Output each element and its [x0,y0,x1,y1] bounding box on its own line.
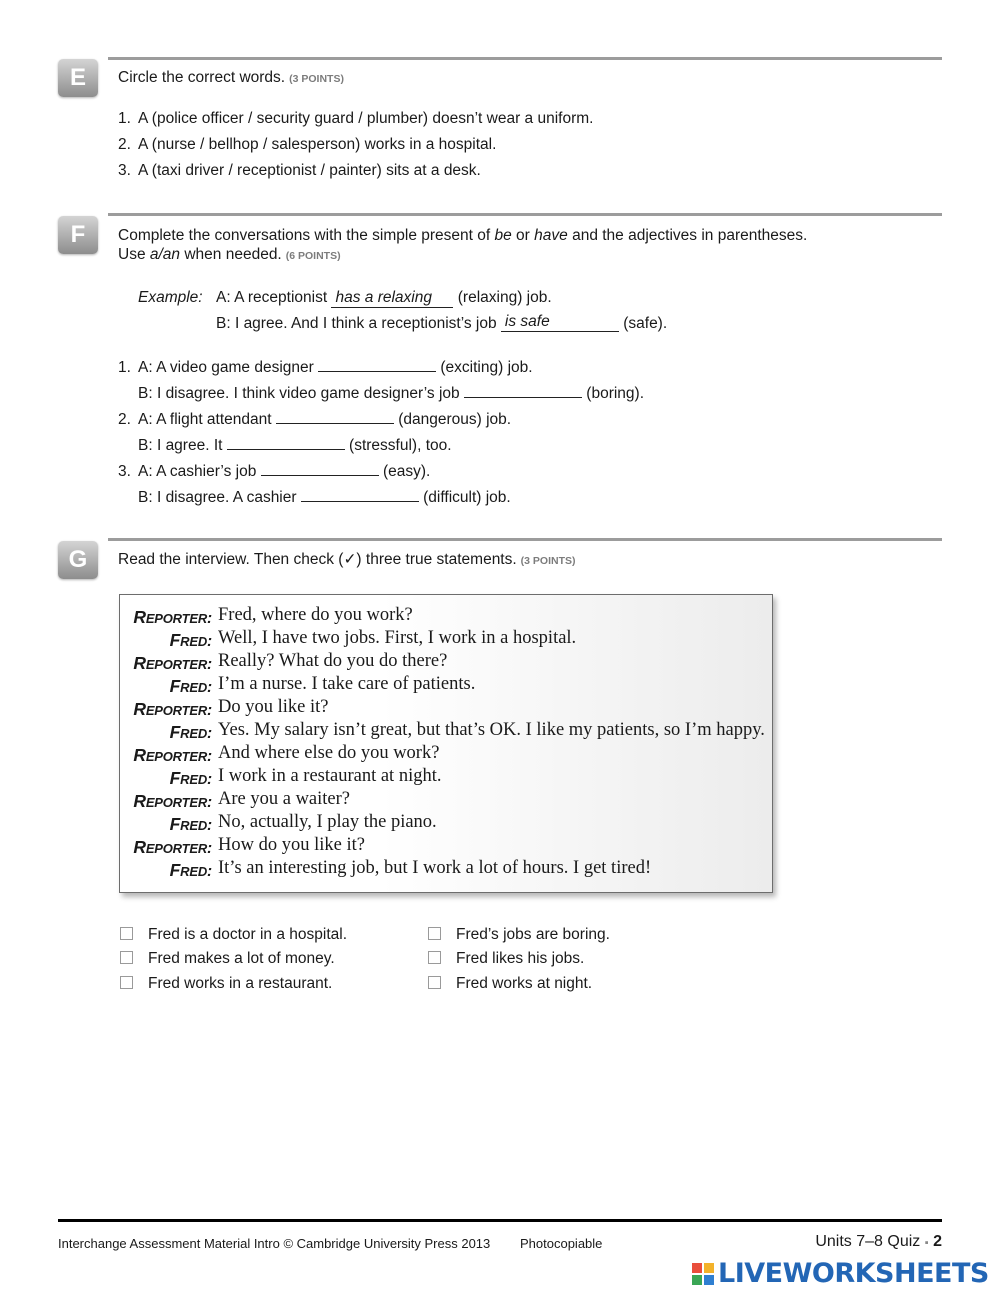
statement-likes-jobs[interactable]: Fred likes his jobs. [428,950,584,968]
f-item-3-b: B: I disagree. A cashier (difficult) job. [138,486,511,507]
interview-box: REPORTER: Fred, where do you work? FRED: Well, I have two jobs. First, I work in a hospital. REPORTER: Really? What do you do there? FRED: I’m a nurse. I take care of patients. REPORTER: Do you like it? FRED: Yes. My salary isn’t great, but that’s OK. I like my patients, so I’m happy. REPORTER: And where else do you work? FRED: I work in a restaurant at night. REPORTER: Are you a waiter? FRED: No, actually, I play the piano. REPORTER: How do you like it? FRED: It’s an interesting job, but I work a lot of hours. I get tired! [119,594,773,893]
example-answer-b: is safe [501,313,619,332]
f-item-2-a: 2. A: A flight attendant (dangerous) job. [118,408,511,429]
checkbox[interactable] [428,951,441,964]
section-f-instruction: Complete the conversations with the simple present of be or have and the adjectives in parentheses. Use a/an when needed. (6 POINTS) [118,227,808,263]
e-item-2[interactable]: 2. A (nurse / bellhop / salesperson) works in a hospital. [118,136,497,153]
footer-copyright: Interchange Assessment Material Intro © Cambridge University Press 2013 [58,1236,491,1251]
checkbox[interactable] [120,927,133,940]
e-item-1[interactable]: 1. A (police officer / security guard / plumber) doesn’t wear a uniform. [118,110,594,127]
f-item-1-a: 1. A: A video game designer (exciting) job. [118,356,533,377]
f-blank-1b[interactable] [464,382,582,398]
checkbox[interactable] [120,951,133,964]
liveworksheets-logo: LIVEWORKSHEETS [692,1258,989,1289]
statement-boring[interactable]: Fred’s jobs are boring. [428,926,610,944]
section-g-rule [108,538,942,541]
f-item-1-b: B: I disagree. I think video game designer’s job (boring). [138,382,644,403]
f-blank-1a[interactable] [318,356,436,372]
f-item-3-a: 3. A: A cashier’s job (easy). [118,460,430,481]
example-answer-a: has a relaxing [331,289,453,308]
example-label: Example: [138,289,203,306]
e-item-3[interactable]: 3. A (taxi driver / receptionist / painter) sits at a desk. [118,162,481,179]
statement-money[interactable]: Fred makes a lot of money. [120,950,335,968]
checkbox[interactable] [428,927,441,940]
section-f-rule [108,213,942,216]
statement-doctor[interactable]: Fred is a doctor in a hospital. [120,926,347,944]
section-e-rule [108,57,942,60]
statement-restaurant[interactable]: Fred works in a restaurant. [120,975,332,993]
f-blank-3b[interactable] [301,486,419,502]
example-line-a: A: A receptionist has a relaxing (relaxing) job. [216,289,552,306]
section-e-instruction: Circle the correct words. (3 POINTS) [118,69,344,86]
footer-photocopiable: Photocopiable [520,1236,603,1251]
f-blank-2a[interactable] [276,408,394,424]
logo-grid-icon [692,1263,714,1285]
statement-night[interactable]: Fred works at night. [428,975,592,993]
section-f-badge: F [58,216,98,254]
section-g-badge: G [58,541,98,579]
footer-rule [58,1219,942,1222]
section-e-badge: E [58,59,98,97]
footer-quiz-label: Units 7–8 Quiz ▪ 2 [815,1233,942,1250]
f-item-2-b: B: I agree. It (stressful), too. [138,434,452,455]
checkbox[interactable] [428,976,441,989]
f-blank-3a[interactable] [261,460,379,476]
section-g-instruction: Read the interview. Then check (✓) three true statements. (3 POINTS) [118,551,576,568]
checkbox[interactable] [120,976,133,989]
f-blank-2b[interactable] [227,434,345,450]
example-line-b: B: I agree. And I think a receptionist’s job is safe (safe). [216,313,668,332]
